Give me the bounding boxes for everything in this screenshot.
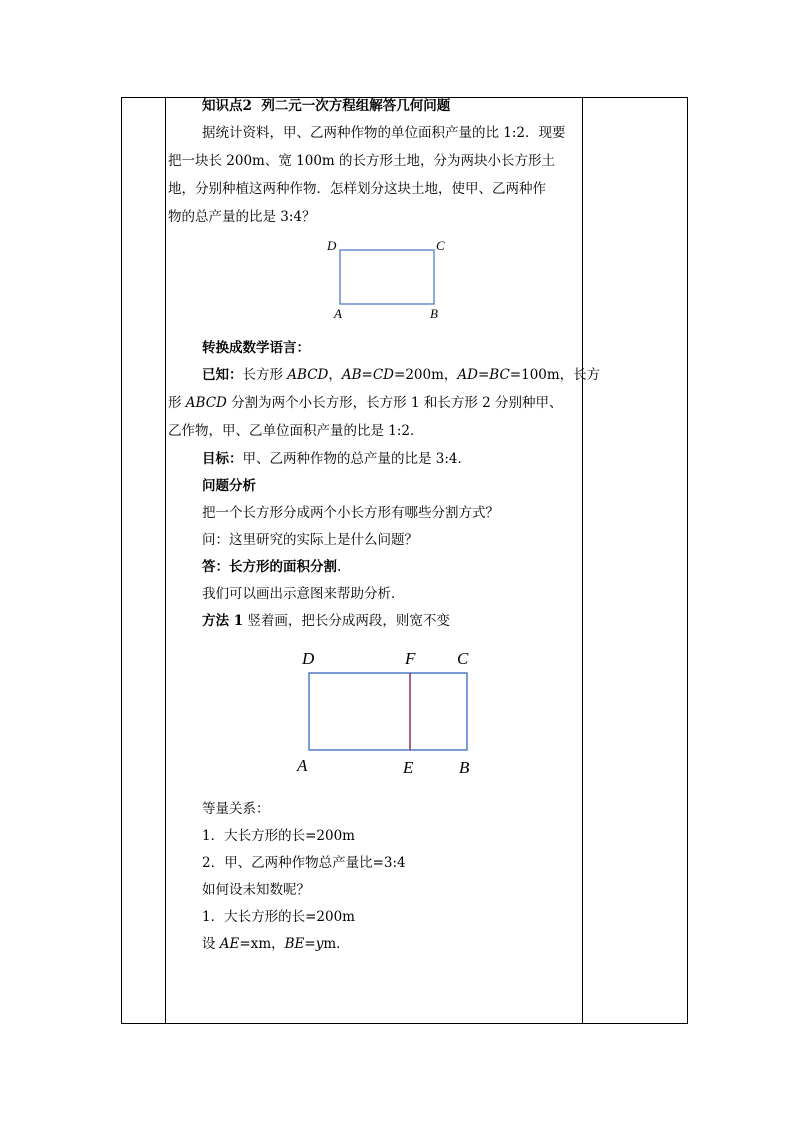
problem-line-4: 物的总产量的比是 3:4？ [168, 209, 316, 225]
figure1-rectangle [340, 250, 434, 304]
let-var: BE [284, 936, 305, 952]
problem-line-1: 据统计资料，甲、乙两种作物的单位面积产量的比 1:2．现要 [202, 125, 566, 141]
figure2-rectangle [309, 673, 467, 750]
problem-line-3: 地，分别种植这两种作物．怎样划分这块土地，使甲、乙两种作 [168, 181, 546, 197]
let-text: m． [323, 936, 350, 952]
table-column-divider-right [582, 98, 583, 1023]
figure1-label-c: C [436, 238, 445, 253]
known-text: 长方形 [242, 367, 288, 383]
goal-line [202, 451, 471, 467]
let-var: AE [219, 936, 240, 952]
translate-title: 转换成数学语言： [202, 340, 310, 356]
known-text: 200m， [405, 367, 458, 383]
method-line [202, 613, 450, 629]
relation-2: 2．甲、乙两种作物总产量比=3:4 [202, 855, 406, 871]
relations-title: 等量关系： [202, 801, 270, 817]
method-text: 竖着画，把长分成两段，则宽不变 [243, 613, 450, 629]
figure1-label-a: A [334, 306, 342, 321]
known-var: ABCD [287, 367, 329, 383]
known-var: ABCD [185, 395, 227, 411]
rectangle-figure-2 [293, 647, 483, 777]
step-1: 1．大长方形的长=200m [202, 909, 355, 925]
known-line-2 [168, 395, 563, 411]
let-text: =xm， [239, 936, 285, 952]
section-heading [202, 98, 450, 114]
answer-end: . [337, 559, 342, 575]
unknown-question: 如何设未知数呢？ [202, 882, 310, 898]
let-var: y [315, 936, 324, 952]
figure2-label-c: C [457, 649, 469, 668]
relation-1: 1．大长方形的长=200m [202, 828, 355, 844]
known-text: 分割为两个小长方形，长方形 1 和长方形 2 分别种甲、 [226, 395, 563, 411]
figure2-label-b: B [459, 758, 470, 777]
answer-line [202, 559, 341, 575]
figure2-label-f: F [405, 649, 416, 668]
known-text: ， [328, 367, 342, 383]
figure1-label-d: D [327, 238, 337, 253]
question-1: 把一个长方形分成两个小长方形有哪些分割方式？ [202, 505, 499, 521]
known-line-1 [202, 367, 600, 383]
goal-text: 甲、乙两种作物的总产量的比是 3:4． [242, 451, 472, 467]
hint-line: 我们可以画出示意图来帮助分析． [202, 586, 405, 602]
figure2-label-a: A [297, 756, 308, 775]
known-line-3: 乙作物，甲、乙单位面积产量的比是 1:2． [168, 423, 424, 439]
rectangle-figure-1 [323, 238, 453, 323]
analysis-title: 问题分析 [202, 478, 256, 494]
let-text: 设 [202, 936, 220, 952]
known-text: 形 [168, 395, 186, 411]
known-text: 100m，长方 [521, 367, 601, 383]
known-label: 已知： [202, 367, 243, 383]
figure2-label-e: E [403, 758, 414, 777]
figure1-label-b: B [430, 306, 438, 321]
known-var: AD=BC= [457, 367, 522, 383]
heading-title: 列二元一次方程组解答几何问题 [261, 98, 451, 114]
let-line [202, 936, 350, 952]
question-2: 问：这里研究的实际上是什么问题？ [202, 532, 418, 548]
problem-line-2: 把一块长 200m、宽 100m 的长方形土地，分为两块小长方形土 [168, 153, 556, 169]
goal-label: 目标： [202, 451, 243, 467]
heading-label: 知识点2 [202, 98, 252, 114]
method-label: 方法 1 [202, 613, 244, 629]
table-column-divider-left [165, 98, 166, 1023]
let-text: = [304, 936, 316, 952]
answer-label: 答： [202, 559, 229, 575]
figure2-label-d: D [302, 649, 315, 668]
answer-text: 长方形的面积分割 [229, 559, 337, 575]
known-var: AB=CD= [341, 367, 406, 383]
